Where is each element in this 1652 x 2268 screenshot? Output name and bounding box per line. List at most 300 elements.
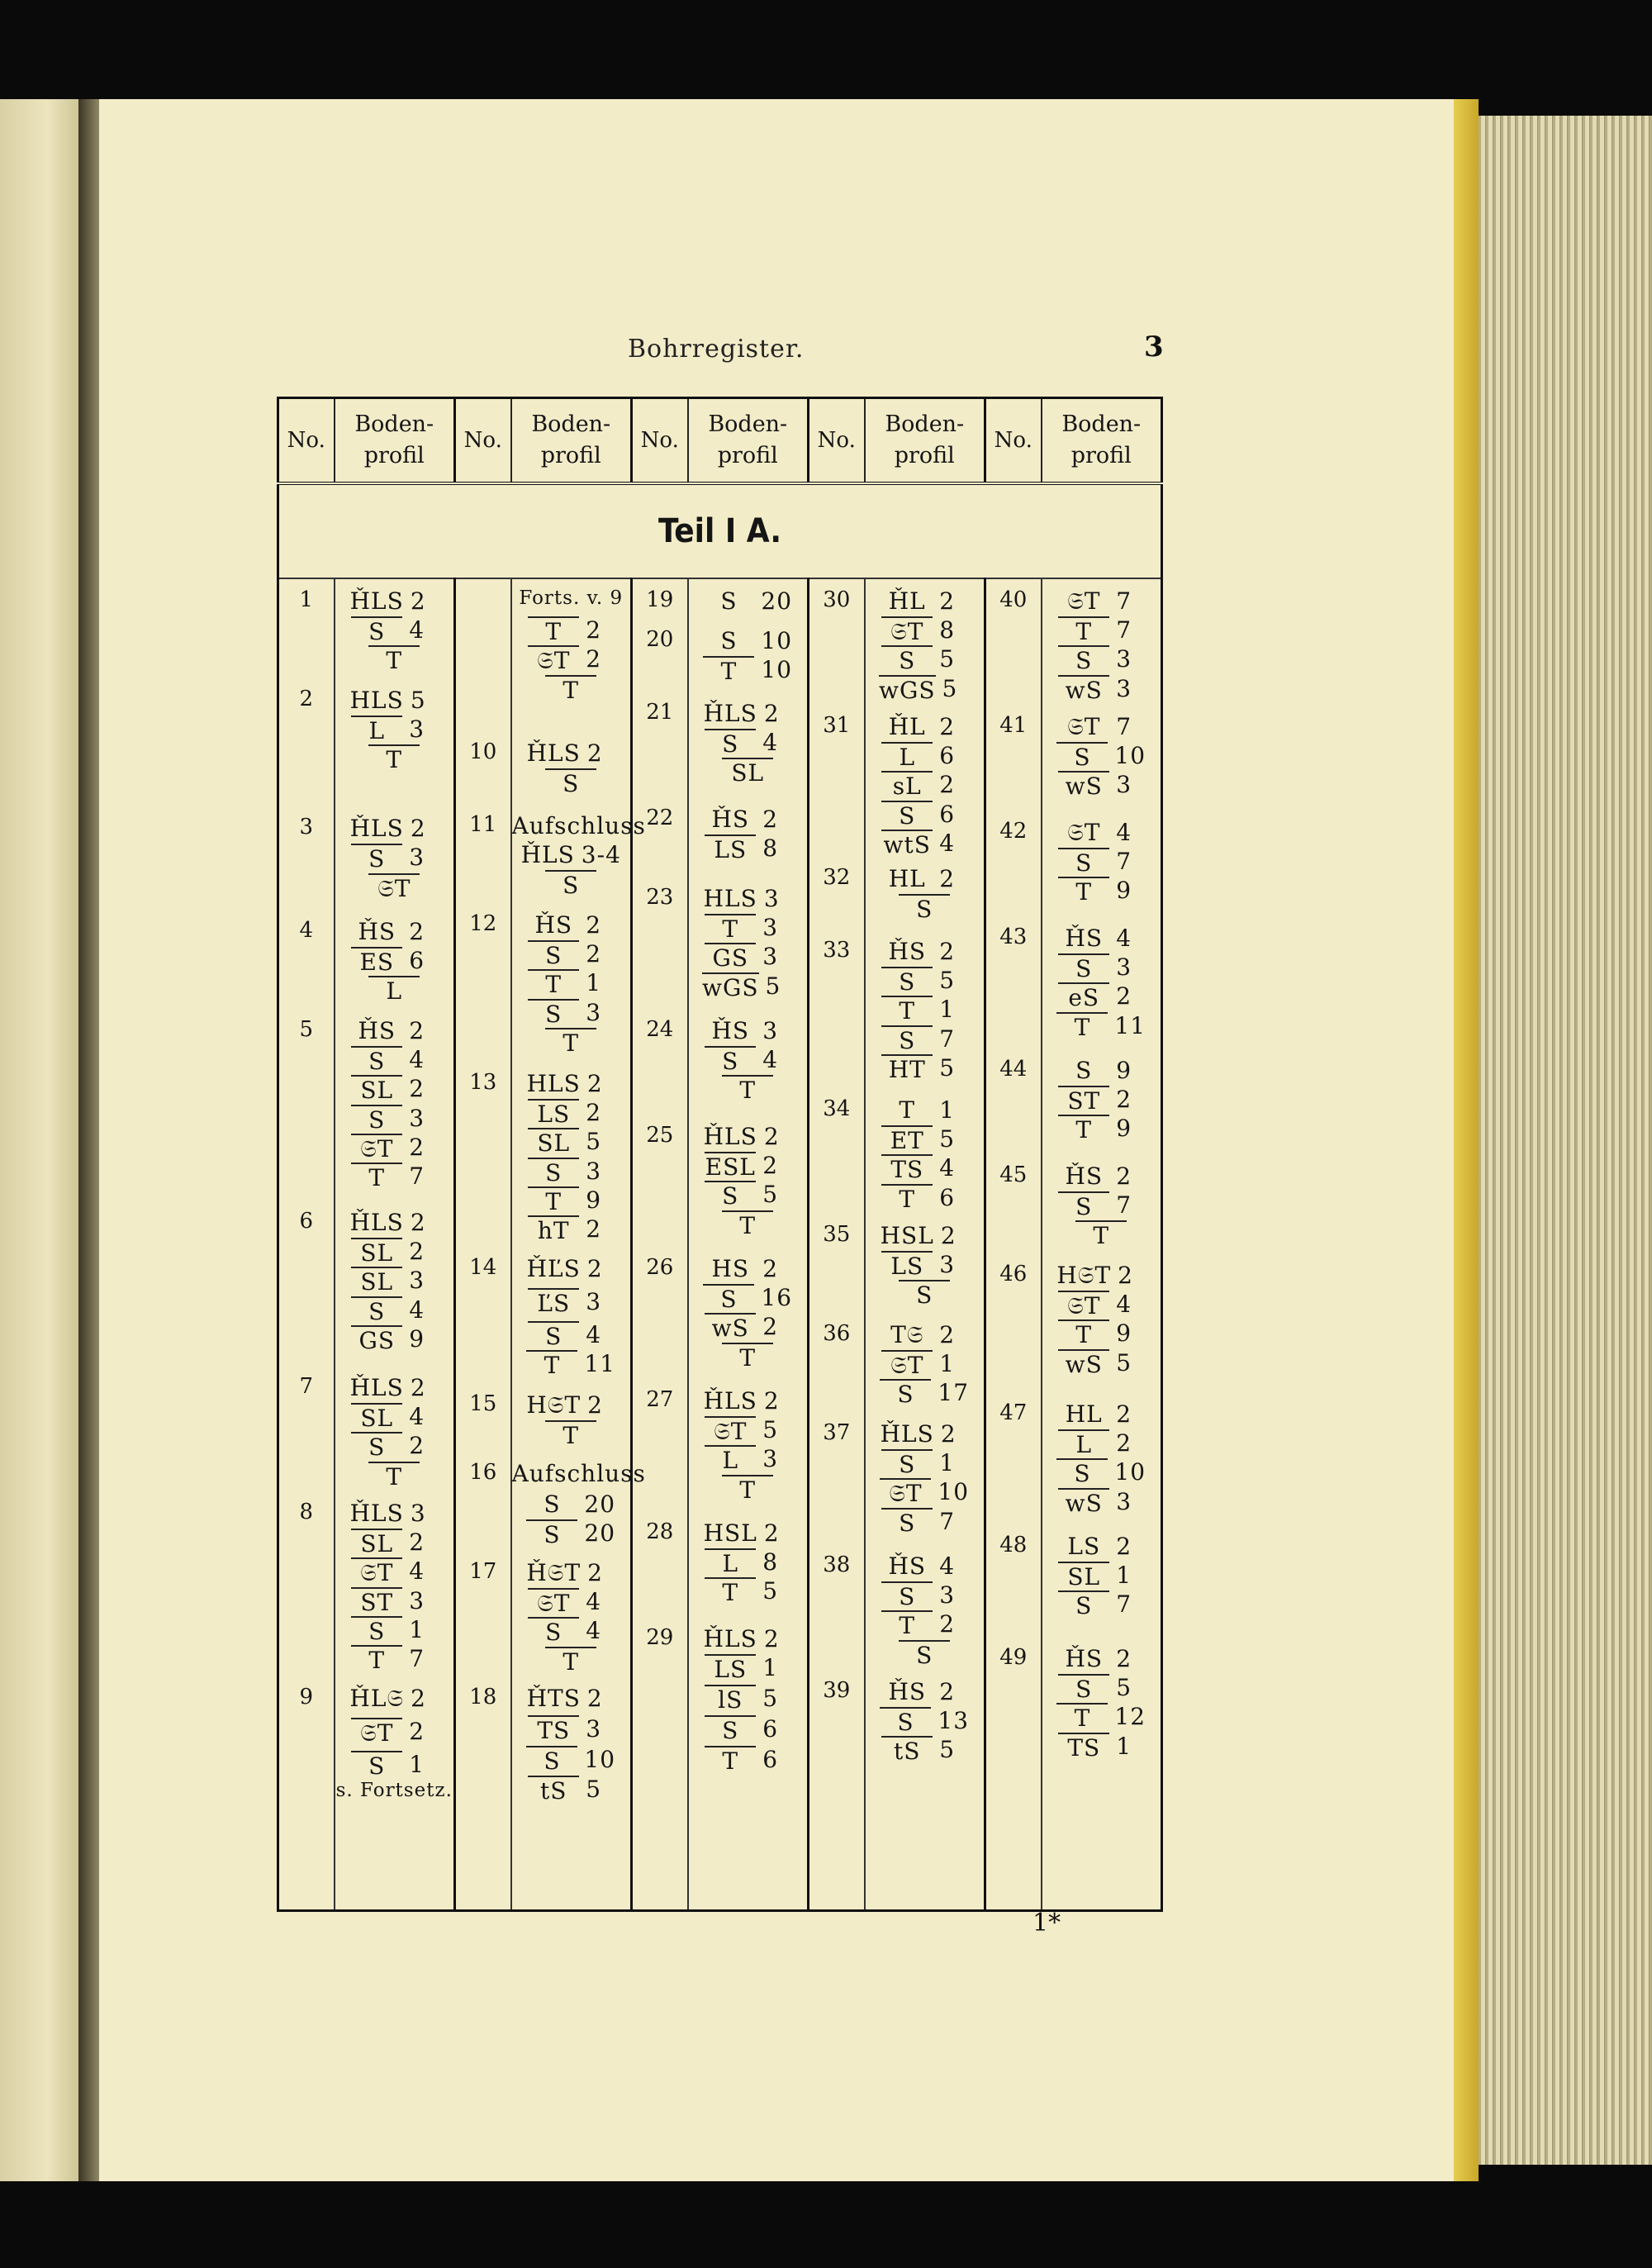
depth-value: 10 <box>761 656 793 684</box>
depth-value: 1 <box>409 1751 425 1778</box>
soil-code: ST <box>1058 1086 1109 1115</box>
profile-entry <box>866 1581 985 1610</box>
depth-value: 2 <box>409 1238 425 1266</box>
soil-code: ESL <box>705 1153 756 1182</box>
depth-value: 3 <box>586 1714 602 1743</box>
soil-code: L <box>368 976 420 1005</box>
depth-value: 5 <box>410 687 426 714</box>
depth-value: 7 <box>1116 1191 1132 1220</box>
depth-value: 5 <box>762 1685 779 1712</box>
profile-entry <box>335 744 454 773</box>
profile-entry <box>866 1736 985 1765</box>
profile-entry <box>866 865 985 892</box>
profile-entry <box>689 1548 808 1577</box>
soil-code: Aufschluss <box>511 1460 646 1487</box>
soil-code: SL <box>351 1529 402 1557</box>
soil-code: S <box>545 768 596 797</box>
soil-code: T <box>545 1647 596 1676</box>
profile-entry <box>335 1616 454 1645</box>
soil-code: s. Fortsetz. <box>335 1780 453 1802</box>
soil-code: LS <box>881 1251 933 1280</box>
profile-entry <box>512 1647 631 1676</box>
depth-value: 12 <box>1114 1703 1146 1731</box>
soil-code: S <box>1058 953 1109 982</box>
profile-entry <box>1042 1645 1161 1672</box>
depth-value: 8 <box>762 834 779 863</box>
depth-value: 2 <box>1116 1429 1132 1457</box>
soil-code: S <box>526 1519 577 1548</box>
depth-value: 3 <box>1116 953 1132 982</box>
depth-value: 4 <box>939 1154 956 1182</box>
profile-entry <box>689 1746 808 1775</box>
soil-code: ȞS <box>888 1678 927 1705</box>
soil-code: S <box>528 1617 579 1646</box>
soil-code: wS <box>1058 1488 1109 1517</box>
profile-entry <box>689 1416 808 1446</box>
profile-entry <box>1042 1703 1161 1732</box>
profile-entry <box>1042 1319 1161 1348</box>
depth-value: 20 <box>761 587 793 615</box>
depth-value: 4 <box>586 1321 602 1348</box>
depth-value: 2 <box>587 1559 603 1586</box>
depth-value: 7 <box>939 1025 956 1053</box>
running-head: Bohrregister. <box>628 335 805 364</box>
boring-number: 25 <box>646 1123 674 1148</box>
soil-code: L <box>881 742 933 771</box>
depth-value: 11 <box>584 1350 616 1378</box>
boring-number: 13 <box>469 1070 497 1095</box>
depth-value: 4 <box>409 1046 425 1074</box>
depth-value: 5 <box>942 674 958 702</box>
depth-value: 4 <box>762 1046 779 1074</box>
profile-entry <box>866 587 985 615</box>
boring-number: 47 <box>999 1400 1028 1425</box>
page-stack <box>1479 116 1652 2165</box>
soil-code: eS <box>1058 982 1109 1011</box>
depth-value: 1 <box>939 996 956 1024</box>
soil-code: ȞS <box>358 1017 396 1044</box>
soil-code: ȞTS <box>526 1685 581 1712</box>
depth-value: 3-4 <box>581 841 621 869</box>
profile-entry <box>866 675 985 704</box>
profile-entry <box>1042 1562 1161 1590</box>
depth-value: 2 <box>762 1313 779 1341</box>
soil-code: ST <box>351 1587 402 1616</box>
depth-value: 10 <box>761 627 793 654</box>
profile-entry <box>866 1025 985 1054</box>
soil-code: ȞĽS <box>526 1255 581 1282</box>
profile-column <box>335 587 454 1909</box>
profile-entry <box>689 1152 808 1181</box>
profile-entry <box>1042 1429 1161 1458</box>
soil-code: T <box>1058 1115 1109 1144</box>
no-column <box>633 587 687 1909</box>
soil-code: ȞL <box>888 587 926 615</box>
no-column <box>456 587 510 1909</box>
soil-code: Forts. v. 9 <box>519 587 624 609</box>
profile-entry <box>689 943 808 972</box>
profile-entry <box>866 996 985 1025</box>
profile-entry <box>512 768 631 797</box>
boring-number: 21 <box>646 700 674 725</box>
soil-code: S <box>351 1105 402 1134</box>
profile-entry <box>866 1478 985 1508</box>
depth-value: 2 <box>1116 1086 1132 1114</box>
soil-code: T <box>722 1075 773 1104</box>
depth-value: 4 <box>939 1552 956 1580</box>
depth-value: 20 <box>584 1490 616 1518</box>
soil-code: T <box>881 996 933 1025</box>
soil-code: S <box>1056 742 1108 771</box>
soil-code: HL <box>1065 1400 1103 1428</box>
boring-number: 30 <box>823 587 851 612</box>
soil-code: Aufschluss <box>511 812 646 839</box>
soil-code: SL <box>351 1403 402 1432</box>
profile-entry <box>866 1552 985 1580</box>
depth-value: 9 <box>409 1324 425 1353</box>
soil-code: ȞLS <box>349 1500 404 1527</box>
soil-code: S <box>528 1321 579 1350</box>
depth-value: 2 <box>587 1391 603 1419</box>
soil-code: ȞS <box>1065 925 1104 952</box>
depth-value: 3 <box>1116 645 1132 673</box>
soil-code: S <box>351 1432 402 1461</box>
depth-value: 2 <box>939 1678 956 1705</box>
soil-code: ȞLS <box>703 1123 757 1150</box>
profile-entry <box>335 645 454 674</box>
profile-entry <box>689 1210 808 1239</box>
boring-number: 37 <box>823 1420 851 1445</box>
depth-value: 4 <box>409 1296 425 1324</box>
profile-column <box>866 587 985 1909</box>
profile-entry <box>1042 982 1161 1011</box>
soil-code: S <box>545 870 596 899</box>
boring-number: 45 <box>999 1163 1028 1187</box>
soil-code: L <box>1058 1429 1109 1458</box>
depth-value: 3 <box>409 1267 425 1295</box>
soil-code: LS <box>1067 1533 1101 1560</box>
soil-code: T <box>368 744 420 773</box>
boring-number: 34 <box>823 1096 851 1121</box>
depth-value: 5 <box>586 1128 602 1156</box>
depth-value: 2 <box>763 700 780 727</box>
depth-value: 2 <box>586 739 603 767</box>
soil-code: S <box>1058 1590 1109 1619</box>
soil-code: HLS <box>349 687 404 714</box>
profile-entry <box>689 885 808 912</box>
profile-entry <box>512 675 631 704</box>
depth-value: 9 <box>1116 1057 1132 1084</box>
depth-value: 13 <box>938 1707 970 1735</box>
profile-entry <box>335 1751 454 1780</box>
soil-code: S <box>351 616 402 645</box>
profile-entry <box>866 1379 985 1408</box>
signature-mark: 1* <box>1032 1909 1061 1938</box>
depth-value: 2 <box>763 1123 780 1150</box>
depth-value: 2 <box>409 1133 425 1161</box>
profile-entry <box>689 587 808 615</box>
soil-code: S <box>881 1581 933 1610</box>
profile-entry <box>866 1054 985 1083</box>
depth-value: 11 <box>1114 1011 1146 1039</box>
boring-number: 39 <box>823 1678 851 1703</box>
soil-code: S <box>881 1508 933 1537</box>
profile-entry <box>1042 1400 1161 1428</box>
boring-number: 48 <box>999 1533 1028 1557</box>
depth-value: 5 <box>762 1577 779 1605</box>
soil-code: HS <box>711 1255 750 1282</box>
depth-value: 2 <box>586 1685 603 1712</box>
soil-code: T <box>528 969 579 998</box>
profile-entry <box>866 1420 985 1448</box>
soil-code: S <box>705 1715 756 1744</box>
depth-value: 2 <box>411 1685 426 1712</box>
soil-code: T <box>528 1186 579 1215</box>
profile-entry <box>335 1685 454 1713</box>
soil-code: ȞL𝔖 <box>349 1685 405 1712</box>
soil-code: TS <box>528 1715 579 1744</box>
profile-entry <box>512 999 631 1028</box>
depth-value: 16 <box>761 1284 793 1312</box>
table-body-row <box>278 578 1162 1911</box>
depth-value: 3 <box>762 914 779 942</box>
profile-entry <box>512 739 631 767</box>
profile-entry <box>335 844 454 872</box>
header-no: No. <box>985 398 1042 484</box>
boring-number: 24 <box>646 1017 674 1042</box>
boring-number: 44 <box>999 1057 1028 1082</box>
depth-value: 9 <box>586 1186 602 1214</box>
profile-entry <box>689 1046 808 1075</box>
depth-value: 10 <box>584 1745 616 1773</box>
profile-entry <box>335 1432 454 1461</box>
profile-entry <box>335 947 454 976</box>
profile-column <box>1042 587 1161 1909</box>
part-title: Teil I A. <box>278 483 1162 578</box>
soil-code: S <box>544 1490 561 1518</box>
depth-value: 2 <box>586 1070 603 1097</box>
boring-number: 14 <box>469 1255 497 1280</box>
soil-code: H𝔖T <box>1056 1262 1112 1289</box>
profile-entry <box>335 1557 454 1587</box>
profile-entry <box>512 1391 631 1419</box>
no-column <box>809 587 864 1909</box>
soil-code: 𝔖T <box>881 616 933 646</box>
profile-entry <box>1042 848 1161 877</box>
profile-entry <box>512 1776 631 1804</box>
depth-value: 2 <box>762 1255 779 1282</box>
soil-code: S <box>1056 1458 1108 1487</box>
depth-value: 2 <box>410 815 426 843</box>
depth-value: 2 <box>409 1017 425 1044</box>
soil-code: 𝔖T <box>1067 713 1101 740</box>
boring-number: 33 <box>823 938 851 963</box>
profile-entry <box>866 938 985 965</box>
profile-entry <box>1042 877 1161 906</box>
table-header-row <box>278 398 1162 484</box>
profile-entry <box>866 1251 985 1280</box>
part-title-row <box>278 483 1162 578</box>
soil-code: ȞS <box>358 918 396 945</box>
depth-value: 5 <box>762 1181 779 1209</box>
profile-entry <box>689 1625 808 1652</box>
profile-entry <box>1042 1533 1161 1560</box>
boring-number: 23 <box>646 885 674 910</box>
depth-value: 2 <box>586 1215 602 1243</box>
soil-code: HT <box>881 1054 933 1083</box>
soil-code: LS <box>705 1654 756 1683</box>
soil-code: ȞLS <box>349 1374 404 1401</box>
boring-number: 32 <box>823 865 851 890</box>
soil-code: S <box>526 1746 577 1775</box>
profile-entry <box>866 742 985 771</box>
profile-entry <box>866 1640 985 1669</box>
profile-entry <box>512 645 631 675</box>
profile-entry <box>689 1519 808 1547</box>
boring-number: 41 <box>999 713 1028 738</box>
soil-code: T <box>1058 1319 1109 1348</box>
depth-value: 6 <box>939 800 956 828</box>
depth-value: 6 <box>939 1183 956 1211</box>
profile-entry <box>689 1387 808 1415</box>
depth-value: 2 <box>409 918 425 945</box>
depth-value: 3 <box>1116 674 1132 702</box>
header-bodenprofil: Boden- profil <box>688 398 809 484</box>
profile-entry <box>689 1475 808 1504</box>
soil-code: GS <box>705 943 756 972</box>
soil-code: HSL <box>880 1222 934 1249</box>
profile-entry <box>689 1445 808 1474</box>
soil-code: HSL <box>703 1519 757 1547</box>
profile-entry <box>689 1017 808 1044</box>
profile-entry <box>512 1685 631 1712</box>
profile-entry <box>1042 819 1161 847</box>
soil-code: SL <box>528 1128 579 1157</box>
profile-entry <box>335 1587 454 1616</box>
soil-code: tS <box>881 1736 933 1765</box>
depth-value: 4 <box>586 1588 602 1616</box>
profile-entry <box>335 873 454 903</box>
soil-code: ȞLS <box>349 815 404 843</box>
boring-number: 42 <box>999 819 1028 844</box>
boring-number: 35 <box>823 1222 851 1247</box>
profile-entry <box>335 587 454 615</box>
depth-value: 4 <box>409 1403 425 1431</box>
depth-value: 4 <box>409 616 425 644</box>
soil-code: wS <box>1058 675 1109 704</box>
profile-entry <box>512 1186 631 1215</box>
profile-entry <box>866 645 985 674</box>
depth-value: 2 <box>410 1374 426 1401</box>
depth-value: 4 <box>1116 925 1132 952</box>
soil-code: T <box>722 1475 773 1504</box>
boring-number: 31 <box>823 713 851 738</box>
soil-code: L <box>351 716 402 744</box>
boring-number: 36 <box>823 1321 851 1346</box>
profile-entry <box>512 1617 631 1646</box>
profile-entry <box>866 1096 985 1124</box>
bohrregister-table <box>277 397 1163 1912</box>
profile-entry <box>689 1685 808 1714</box>
profile-entry <box>512 1715 631 1744</box>
soil-code: wGS <box>878 676 936 704</box>
profile-entry <box>512 1321 631 1350</box>
profile-entry <box>512 1491 631 1518</box>
profile-entry <box>512 1288 631 1317</box>
profile-entry <box>335 1075 454 1104</box>
profile-entry <box>335 815 454 842</box>
profile-entry <box>1042 1458 1161 1487</box>
profile-entry <box>689 729 808 758</box>
profile-entry <box>866 1154 985 1183</box>
depth-value: 1 <box>586 969 602 997</box>
profile-entry <box>689 914 808 943</box>
soil-code: T <box>703 656 754 685</box>
soil-code: T <box>722 1210 773 1239</box>
depth-value: 2 <box>586 1099 602 1127</box>
header-no: No. <box>278 398 335 484</box>
depth-value: 2 <box>940 1420 957 1448</box>
soil-code: S <box>899 1280 950 1309</box>
depth-value: 3 <box>1116 1487 1132 1515</box>
soil-code: T <box>722 1343 773 1372</box>
boring-number: 22 <box>646 806 674 830</box>
soil-code: S <box>705 729 756 758</box>
soil-code: ȞS <box>711 1017 750 1044</box>
boring-number: 15 <box>469 1391 497 1416</box>
depth-value: 2 <box>763 1387 780 1415</box>
soil-code: S <box>720 587 738 615</box>
soil-code: wS <box>1058 771 1109 800</box>
depth-value: 2 <box>1116 1533 1132 1560</box>
soil-code: T <box>526 1350 577 1379</box>
profile-entry <box>512 616 631 645</box>
soil-code: S <box>528 999 579 1028</box>
profile-entry <box>512 1519 631 1548</box>
soil-code: S <box>705 1181 756 1210</box>
soil-code: wtS <box>881 830 933 858</box>
profile-entry <box>512 1255 631 1282</box>
depth-value: 7 <box>1116 616 1132 644</box>
depth-value: 2 <box>409 1432 425 1460</box>
profile-entry <box>335 1403 454 1432</box>
profile-entry <box>335 1105 454 1134</box>
header-bodenprofil: Boden- profil <box>1042 398 1162 484</box>
boring-number: 28 <box>646 1519 674 1544</box>
soil-code: S <box>899 1640 950 1669</box>
profile-entry <box>511 812 646 839</box>
soil-code: ES <box>351 947 402 976</box>
soil-code: T <box>351 1163 402 1191</box>
profile-entry <box>689 1123 808 1150</box>
depth-value: 7 <box>939 1507 956 1535</box>
profile-entry <box>335 1046 454 1075</box>
profile-entry <box>689 1181 808 1210</box>
profile-entry <box>866 713 985 740</box>
profile-entry <box>866 894 985 923</box>
profile-entry <box>335 1462 454 1491</box>
boring-number: 26 <box>646 1255 674 1280</box>
profile-entry <box>866 1610 985 1639</box>
depth-value: 7 <box>1116 587 1132 615</box>
profile-entry <box>689 1313 808 1342</box>
soil-code: SL <box>1058 1562 1109 1590</box>
soil-code: ȞLS <box>703 1387 757 1415</box>
profile-entry <box>512 1215 631 1244</box>
profile-entry <box>689 834 808 863</box>
depth-value: 5 <box>765 972 781 1000</box>
profile-entry <box>512 1559 631 1587</box>
